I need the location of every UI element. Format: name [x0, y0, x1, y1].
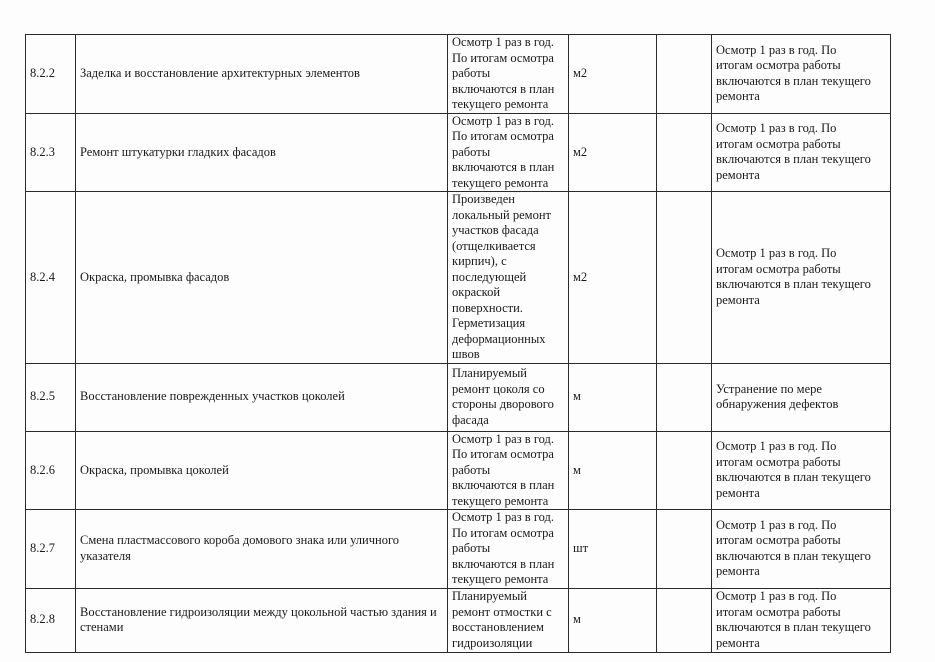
unit-cell: м [569, 363, 657, 431]
item-number-cell: 8.2.2 [26, 35, 76, 114]
note-line: гидроизоляции [452, 635, 533, 650]
periodicity-line: итогам осмотра работы [716, 533, 841, 548]
periodicity-cell [712, 588, 891, 652]
unit-cell: м2 [569, 35, 657, 114]
note-line: текущего ремонта [452, 175, 549, 190]
periodicity-line: Осмотр 1 раз в год. По [716, 517, 837, 532]
table-row [26, 510, 891, 589]
note-line: участков фасада [452, 223, 539, 237]
periodicity-line: Осмотр 1 раз в год. По [716, 439, 837, 454]
item-number-cell: 8.2.5 [26, 363, 76, 431]
periodicity-line: ремонта [716, 485, 760, 500]
note-line: текущего ремонта [452, 97, 549, 111]
unit-cell: м2 [569, 192, 657, 364]
note-line: Произведен [452, 192, 515, 206]
note-line: По итогам осмотра [452, 129, 554, 143]
periodicity-line: ремонта [716, 292, 760, 307]
periodicity-line: Осмотр 1 раз в год. По [716, 246, 837, 261]
note-line: По итогам осмотра [452, 447, 554, 461]
note-line: включаются в план [452, 81, 555, 96]
maintenance-plan-table [25, 34, 891, 653]
note-line: кирпич), с [452, 254, 507, 268]
note-line: включаются в план [452, 478, 555, 492]
empty-cell [657, 431, 712, 510]
note-line: (отщелкивается [452, 238, 536, 253]
empty-cell [657, 113, 712, 192]
periodicity-line: Осмотр 1 раз в год. По [716, 589, 837, 603]
item-number-cell: 8.2.4 [26, 192, 76, 364]
periodicity-line: включаются в план текущего [716, 548, 871, 563]
item-number-cell: 8.2.3 [26, 113, 76, 192]
periodicity-line: итогам осмотра работы [716, 261, 841, 276]
note-cell [448, 35, 569, 114]
unit-cell: шт [569, 510, 657, 589]
note-cell [448, 588, 569, 652]
note-line: работы [452, 144, 491, 159]
periodicity-line: включаются в план текущего [716, 277, 871, 292]
note-cell [448, 510, 569, 589]
note-line: работы [452, 66, 491, 80]
note-line: включаются в план [452, 160, 555, 174]
note-line: ремонт отмостки с [452, 604, 552, 619]
note-line: швов [452, 347, 480, 361]
work-name-cell: Смена пластмассового короба домового знака или уличного указателя [76, 510, 448, 589]
note-line: работы [452, 541, 491, 555]
unit-cell: м [569, 431, 657, 510]
work-name-cell: Ремонт штукатурки гладких фасадов [76, 113, 448, 192]
note-cell [448, 113, 569, 192]
table-row [26, 588, 891, 652]
note-line: Осмотр 1 раз в год. [452, 510, 555, 524]
periodicity-line: Осмотр 1 раз в год. По [716, 42, 837, 57]
periodicity-line: итогам осмотра работы [716, 604, 841, 619]
note-line: ремонт цоколя со [452, 381, 545, 396]
note-line: текущего ремонта [452, 572, 549, 586]
periodicity-cell [712, 431, 891, 510]
periodicity-line: ремонта [716, 564, 760, 579]
work-name-cell: Окраска, промывка фасадов [76, 192, 448, 364]
work-name-cell: Восстановление гидроизоляции между цокольной частью здания и стенами [76, 588, 448, 652]
periodicity-line: Осмотр 1 раз в год. По [716, 121, 837, 136]
note-line: работы [452, 462, 491, 477]
table-row [26, 35, 891, 114]
table-body [26, 35, 891, 653]
unit-cell: м2 [569, 113, 657, 192]
periodicity-line: ремонта [716, 89, 760, 104]
note-line: Планируемый [452, 589, 527, 603]
periodicity-line: включаются в план текущего [716, 73, 871, 88]
item-number-cell: 8.2.6 [26, 431, 76, 510]
periodicity-line: включаются в план текущего [716, 470, 871, 485]
periodicity-cell [712, 363, 891, 431]
note-cell [448, 192, 569, 364]
periodicity-line: ремонта [716, 167, 760, 182]
note-line: Осмотр 1 раз в год. [452, 35, 555, 49]
table-row [26, 113, 891, 192]
note-line: деформационных [452, 331, 546, 346]
table-row [26, 363, 891, 431]
item-number-cell: 8.2.7 [26, 510, 76, 589]
note-line: последующей [452, 269, 527, 284]
note-cell [448, 363, 569, 431]
note-line: восстановлением [452, 620, 544, 634]
periodicity-cell [712, 510, 891, 589]
table-row [26, 431, 891, 510]
work-name-cell: Заделка и восстановление архитектурных элементов [76, 35, 448, 114]
note-line: Планируемый [452, 366, 527, 380]
periodicity-cell [712, 35, 891, 114]
note-line: окраской [452, 285, 501, 299]
note-line: стороны дворового [452, 397, 554, 411]
periodicity-line: Устранение по мере [716, 381, 822, 396]
empty-cell [657, 35, 712, 114]
periodicity-line: включаются в план текущего [716, 152, 871, 167]
unit-cell: м [569, 588, 657, 652]
work-name-cell: Окраска, промывка цоколей [76, 431, 448, 510]
item-number-cell: 8.2.8 [26, 588, 76, 652]
empty-cell [657, 192, 712, 364]
empty-cell [657, 363, 712, 431]
note-line: включаются в план [452, 556, 555, 571]
note-line: Осмотр 1 раз в год. [452, 113, 555, 128]
note-line: поверхности. [452, 300, 523, 315]
note-line: фасада [452, 412, 489, 427]
periodicity-line: ремонта [716, 635, 760, 650]
note-line: локальный ремонт [452, 207, 551, 222]
table-row [26, 192, 891, 364]
periodicity-cell [712, 192, 891, 364]
periodicity-line: обнаружения дефектов [716, 397, 839, 411]
note-line: По итогам осмотра [452, 525, 554, 540]
empty-cell [657, 588, 712, 652]
note-line: Осмотр 1 раз в год. [452, 431, 555, 446]
periodicity-line: итогам осмотра работы [716, 454, 841, 469]
periodicity-cell [712, 113, 891, 192]
work-name-cell: Восстановление поврежденных участков цоколей [76, 363, 448, 431]
note-line: По итогам осмотра [452, 50, 554, 65]
note-line: Герметизация [452, 316, 526, 330]
note-line: текущего ремонта [452, 493, 549, 508]
empty-cell [657, 510, 712, 589]
note-cell [448, 431, 569, 510]
periodicity-line: итогам осмотра работы [716, 136, 841, 151]
periodicity-line: итогам осмотра работы [716, 58, 841, 73]
periodicity-line: включаются в план текущего [716, 620, 871, 634]
